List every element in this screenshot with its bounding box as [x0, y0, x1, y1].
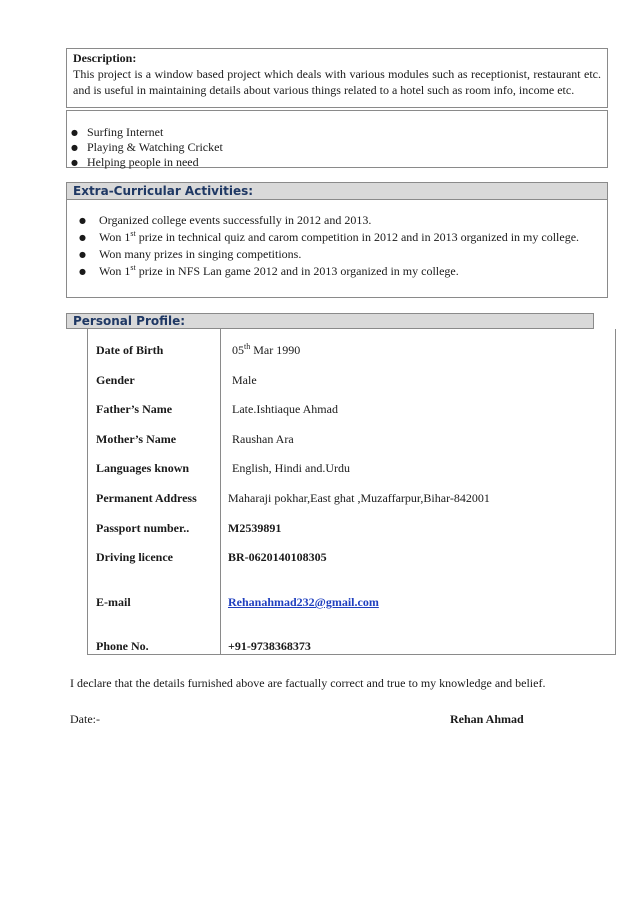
list-item: ● Organized college events successfully in 2012 and 2013. [79, 213, 372, 227]
email-link[interactable]: Rehanahmad232@gmail.com [228, 595, 379, 609]
description-box [66, 48, 608, 108]
father-name-value: Late.Ishtiaque Ahmad [232, 402, 338, 416]
bullet-icon: ● [79, 267, 86, 276]
list-item: ● Surfing Internet [71, 125, 164, 139]
list-item: ● Playing & Watching Cricket [71, 140, 223, 154]
dob-label: Date of Birth [96, 343, 164, 357]
bullet-icon: ● [71, 158, 78, 167]
bullet-icon: ● [79, 250, 86, 259]
list-item: ● Won 1st prize in NFS Lan game 2012 and in 2013 organized in my college. [79, 263, 459, 278]
gender-label: Gender [96, 373, 135, 387]
date-label: Date:- [70, 712, 100, 726]
phone-value: +91-9738368373 [228, 639, 311, 653]
mother-name-value: Raushan Ara [232, 432, 294, 446]
passport-label: Passport number.. [96, 521, 190, 535]
list-item: ● Helping people in need [71, 155, 199, 169]
personal-profile-table [87, 329, 616, 655]
address-label: Permanent Address [96, 491, 197, 505]
hobbies-list [71, 125, 223, 170]
list-item: ● Won many prizes in singing competitions. [79, 247, 302, 261]
bullet-icon: ● [71, 143, 78, 152]
declaration-text: I declare that the details furnished above are factually correct and true to my knowledge and belief. [70, 676, 546, 690]
driving-licence-value: BR-0620140108305 [228, 550, 327, 564]
phone-label: Phone No. [96, 639, 149, 653]
driving-licence-label: Driving licence [96, 550, 173, 564]
list-item: ● Won 1st prize in technical quiz and carom competition in 2012 and in 2013 organized in my college. [79, 229, 580, 244]
languages-label: Languages known [96, 461, 190, 475]
address-value: Maharaji pokhar,East ghat ,Muzaffarpur,Bihar-842001 [228, 491, 490, 505]
personal-profile-heading: Personal Profile: [66, 313, 594, 329]
extra-curricular-box [66, 200, 608, 298]
bullet-icon: ● [79, 216, 86, 225]
description-label: Description: [73, 51, 137, 65]
gender-value: Male [232, 373, 257, 387]
extra-curricular-heading: Extra-Curricular Activities: [66, 182, 608, 200]
hobbies-box [66, 110, 608, 168]
email-label: E-mail [96, 595, 131, 609]
extra-curricular-list [79, 212, 589, 280]
passport-value: M2539891 [228, 521, 282, 535]
languages-value: English, Hindi and.Urdu [232, 461, 350, 475]
father-name-label: Father’s Name [96, 402, 173, 416]
description-text: This project is a window based project which deals with various modules such as receptionist, restaurant etc. and is useful in maintaining details about various things related to a hotel such as room info, income etc. [73, 67, 601, 97]
dob-value: 05th Mar 1990 [232, 342, 301, 357]
signature-name: Rehan Ahmad [450, 712, 524, 726]
mother-name-label: Mother’s Name [96, 432, 177, 446]
bullet-icon: ● [71, 128, 78, 137]
bullet-icon: ● [79, 233, 86, 242]
table-column-divider [220, 329, 221, 655]
